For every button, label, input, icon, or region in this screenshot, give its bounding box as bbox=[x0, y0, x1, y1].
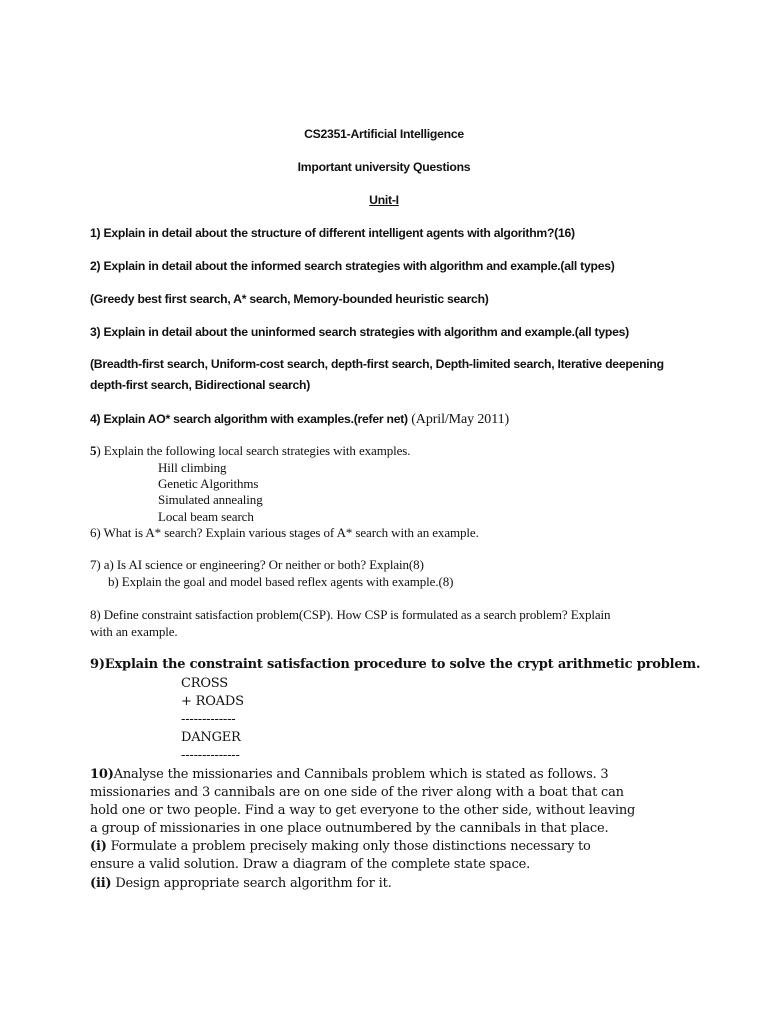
question-1: 1) Explain in detail about the structure of different intelligent agents with algorithm?(16) bbox=[90, 226, 575, 240]
list-item: Hill climbing bbox=[158, 460, 227, 475]
list-item: Local beam search bbox=[158, 509, 254, 524]
question-8-line2: with an example. bbox=[90, 624, 178, 639]
question-8-line1: 8) Define constraint satisfaction problem(CSP). How CSP is formulated as a search problem? Explain bbox=[90, 607, 611, 622]
question-4 bbox=[90, 410, 509, 428]
question-4-text: 4) Explain AO* search algorithm with examples.(refer net) bbox=[90, 412, 408, 426]
question-9 bbox=[90, 657, 700, 672]
document-subtitle: Important university Questions bbox=[297, 160, 471, 174]
question-10-text: Analyse the missionaries and Cannibals problem which is stated as follows. 3 bbox=[113, 767, 609, 782]
question-9-text: Explain the constraint satisfaction procedure to solve the crypt arithmetic problem. bbox=[104, 657, 701, 672]
question-10-line2: missionaries and 3 cannibals are on one side of the river along with a boat that can bbox=[90, 785, 624, 800]
unit-heading: Unit-I bbox=[369, 193, 399, 207]
question-10-part-i-line2: ensure a valid solution. Draw a diagram of the complete state space. bbox=[90, 857, 531, 872]
question-5-number: 5 bbox=[90, 443, 97, 458]
question-10-part-i-text: Formulate a problem precisely making only those distinctions necessary to bbox=[106, 839, 591, 854]
question-10-part-ii-text: Design appropriate search algorithm for it. bbox=[111, 876, 392, 891]
question-3-note-line2: depth-first search, Bidirectional search) bbox=[90, 378, 311, 392]
question-5-text: ) Explain the following local search strategies with examples. bbox=[96, 443, 411, 458]
question-10-part-i-line1 bbox=[90, 839, 591, 854]
question-2-note: (Greedy best first search, A* search, Memory-bounded heuristic search) bbox=[90, 292, 489, 306]
question-10-number: 10) bbox=[90, 767, 114, 782]
question-4-date: (April/May 2011) bbox=[407, 412, 510, 427]
question-3-note-line1: (Breadth-first search, Uniform-cost search, depth-first search, Depth-limited search, Iterative deepening bbox=[90, 357, 664, 371]
crypt-rule-1: ------------- bbox=[181, 712, 236, 727]
question-3: 3) Explain in detail about the uninformed search strategies with algorithm and example.(all types) bbox=[90, 325, 629, 339]
question-10-part-i-label: (i) bbox=[90, 839, 107, 854]
question-2: 2) Explain in detail about the informed search strategies with algorithm and example.(all types) bbox=[90, 259, 615, 273]
question-5 bbox=[90, 443, 410, 459]
course-title: CS2351-Artificial Intelligence bbox=[304, 127, 464, 141]
question-6: 6) What is A* search? Explain various stages of A* search with an example. bbox=[90, 525, 479, 540]
question-10-line1 bbox=[90, 767, 609, 782]
question-7a: 7) a) Is AI science or engineering? Or neither or both? Explain(8) bbox=[90, 557, 424, 572]
question-10-line4: a group of missionaries in one place outnumbered by the cannibals in that place. bbox=[90, 821, 609, 836]
question-7b: b) Explain the goal and model based reflex agents with example.(8) bbox=[108, 574, 454, 589]
crypt-result: DANGER bbox=[181, 730, 241, 745]
question-10-part-ii-label: (ii) bbox=[90, 876, 112, 891]
crypt-rule-2: -------------- bbox=[181, 748, 240, 763]
question-10-line3: hold one or two people. Find a way to get everyone to the other side, without leaving bbox=[90, 803, 636, 818]
question-9-number: 9) bbox=[90, 657, 105, 672]
list-item: Simulated annealing bbox=[158, 492, 263, 507]
list-item: Genetic Algorithms bbox=[158, 476, 259, 491]
crypt-word-2: + ROADS bbox=[181, 694, 244, 709]
question-10-part-ii bbox=[90, 876, 392, 891]
crypt-word-1: CROSS bbox=[181, 676, 228, 691]
